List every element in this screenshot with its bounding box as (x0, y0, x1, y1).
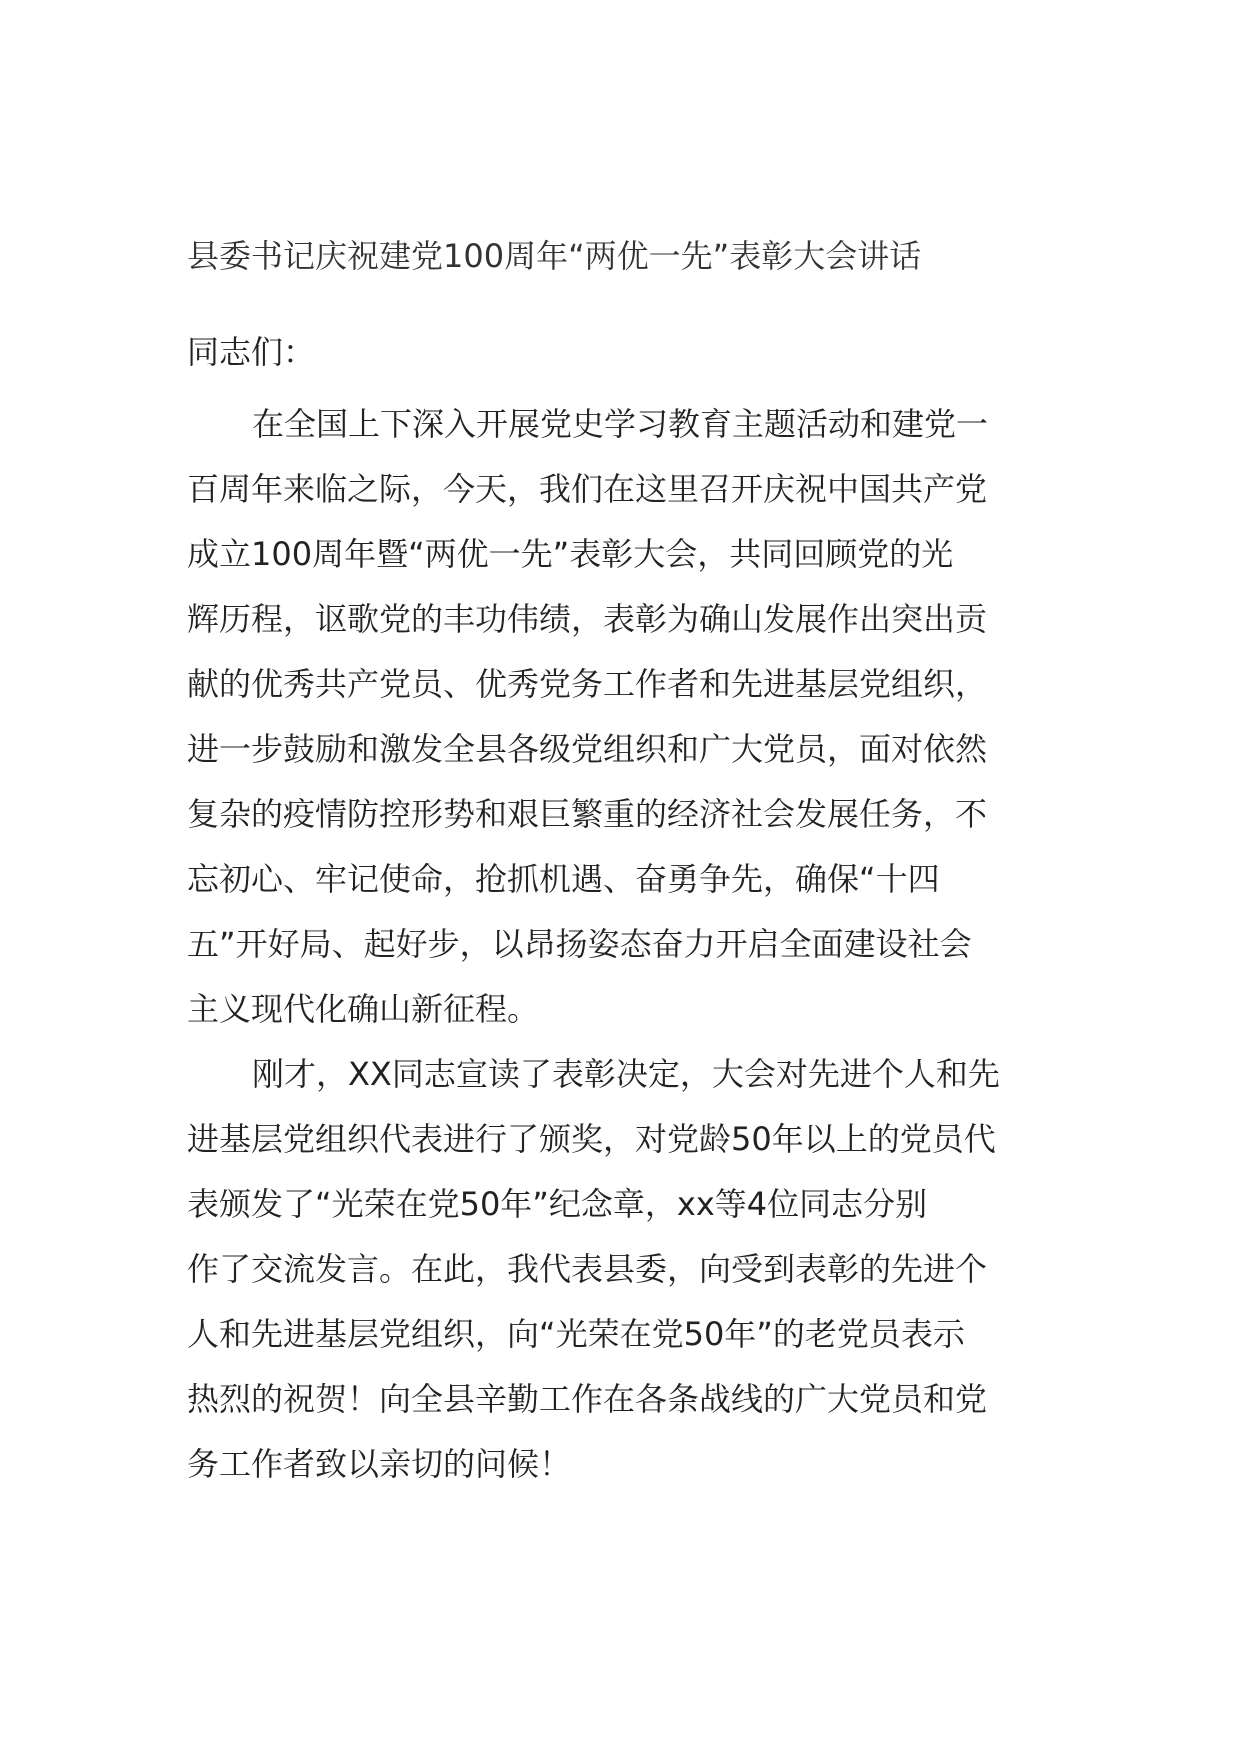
paragraph-line: 辉历程，讴歌党的丰功伟绩，表彰为确山发展作出突出贡 (187, 600, 988, 638)
document-title: 县委书记庆祝建党100周年“两优一先”表彰大会讲话 (187, 237, 922, 275)
paragraph-line: 务工作者致以亲切的问候！ (187, 1445, 572, 1483)
paragraph-line: 成立100周年暨“两优一先”表彰大会，共同回顾党的光 (187, 535, 954, 573)
paragraph-line: 刚才，XX同志宣读了表彰决定，大会对先进个人和先 (252, 1055, 1000, 1093)
paragraph-line: 献的优秀共产党员、优秀党务工作者和先进基层党组织， (187, 665, 988, 703)
paragraph-line: 热烈的祝贺！向全县辛勤工作在各条战线的广大党员和党 (187, 1380, 988, 1418)
paragraph-line: 五”开好局、起好步，以昂扬姿态奋力开启全面建设社会 (187, 925, 972, 963)
paragraph-line: 复杂的疫情防控形势和艰巨繁重的经济社会发展任务，不 (187, 795, 988, 833)
paragraph-line: 作了交流发言。在此，我代表县委，向受到表彰的先进个 (187, 1250, 988, 1288)
paragraph-2 (187, 1042, 1087, 1497)
paragraph-line: 表颁发了“光荣在党50年”纪念章，xx等4位同志分别 (187, 1185, 928, 1223)
paragraph-line: 进基层党组织代表进行了颁奖，对党龄50年以上的党员代 (187, 1120, 996, 1158)
paragraph-line: 百周年来临之际，今天，我们在这里召开庆祝中国共产党 (187, 470, 988, 508)
paragraph-line: 人和先进基层党组织，向“光荣在党50年”的老党员表示 (187, 1315, 965, 1353)
salutation: 同志们： (187, 333, 316, 371)
paragraph-line: 进一步鼓励和激发全县各级党组织和广大党员，面对依然 (187, 730, 988, 768)
paragraph-1 (187, 392, 1087, 1042)
paragraph-line: 在全国上下深入开展党史学习教育主题活动和建党一 (252, 405, 989, 443)
paragraph-line: 主义现代化确山新征程。 (187, 990, 540, 1028)
paragraph-line: 忘初心、牢记使命，抢抓机遇、奋勇争先，确保“十四 (187, 860, 940, 898)
